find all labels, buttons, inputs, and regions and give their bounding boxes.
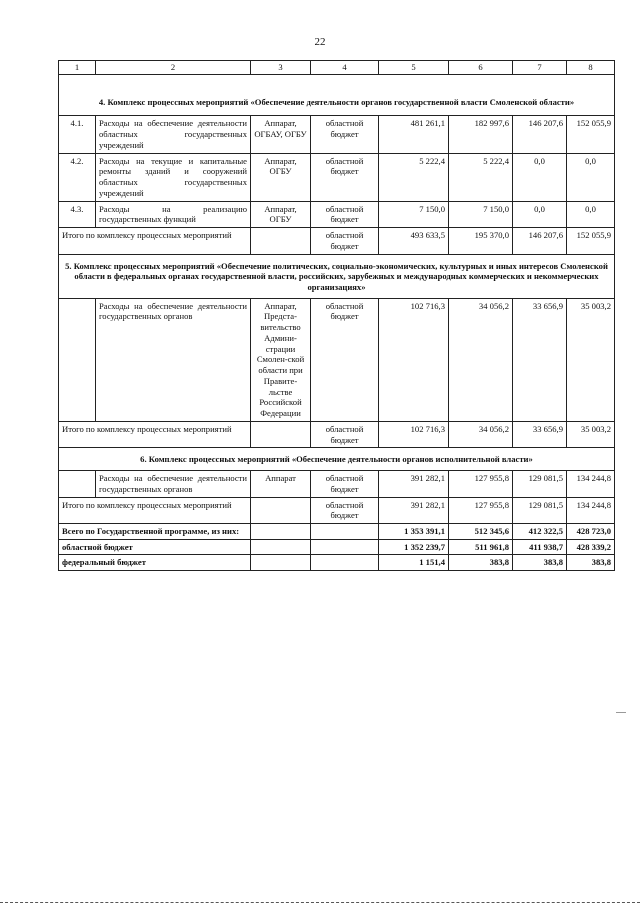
- empty-cell: [311, 523, 379, 539]
- column-number: 7: [513, 61, 567, 75]
- row-value-year1: 182 997,6: [449, 116, 513, 153]
- subtotal-value-year3: 134 244,8: [567, 497, 615, 523]
- page-number: 22: [314, 36, 326, 48]
- row-source: областной бюджет: [311, 153, 379, 201]
- row-value-total: 5 222,4: [379, 153, 449, 201]
- subtotal-source: областной бюджет: [311, 421, 379, 447]
- budget-table: [58, 60, 615, 571]
- row-name: Расходы на реализацию государственных функций: [96, 201, 251, 227]
- row-value-total: 102 716,3: [379, 298, 449, 421]
- row-value-year2: 146 207,6: [513, 116, 567, 153]
- federal-budget-row: [59, 555, 615, 571]
- empty-cell: [251, 539, 311, 555]
- subtotal-value-total: 493 633,5: [379, 228, 449, 254]
- table-row: [59, 116, 615, 153]
- empty-cell: [251, 523, 311, 539]
- federal-budget-value-year1: 383,8: [449, 555, 513, 571]
- row-value-total: 7 150,0: [379, 201, 449, 227]
- subtotal-label: Итого по комплексу процессных мероприятий: [59, 228, 251, 254]
- regional-budget-value-total: 1 352 239,7: [379, 539, 449, 555]
- row-name: Расходы на текущие и капитальные ремонты зданий и сооружений областных государственных учреждений: [96, 153, 251, 201]
- section-title: 4. Комплекс процессных мероприятий «Обеспечение деятельности органов государственной власти Смоленской области»: [59, 74, 615, 116]
- row-number: [59, 471, 96, 497]
- column-number: 5: [379, 61, 449, 75]
- empty-cell: [251, 555, 311, 571]
- row-name: Расходы на обеспечение деятельности государственных органов: [96, 298, 251, 421]
- row-source: областной бюджет: [311, 116, 379, 153]
- row-value-year3: 35 003,2: [567, 298, 615, 421]
- row-value-total: 481 261,1: [379, 116, 449, 153]
- subtotal-value-total: 102 716,3: [379, 421, 449, 447]
- row-source: областной бюджет: [311, 298, 379, 421]
- row-value-year3: 134 244,8: [567, 471, 615, 497]
- grand-total-value-year3: 428 723,0: [567, 523, 615, 539]
- empty-cell: [251, 497, 311, 523]
- row-value-year1: 7 150,0: [449, 201, 513, 227]
- subtotal-value-year1: 127 955,8: [449, 497, 513, 523]
- regional-budget-value-year2: 411 938,7: [513, 539, 567, 555]
- column-number: 8: [567, 61, 615, 75]
- subtotal-row: [59, 228, 615, 254]
- subtotal-value-year3: 35 003,2: [567, 421, 615, 447]
- subtotal-row: [59, 497, 615, 523]
- subtotal-value-year2: 129 081,5: [513, 497, 567, 523]
- row-value-year3: 0,0: [567, 153, 615, 201]
- scan-mark: [616, 712, 626, 713]
- column-number-row: [59, 61, 615, 75]
- section-title: 6. Комплекс процессных мероприятий «Обеспечение деятельности органов исполнительной власти»: [59, 448, 615, 471]
- row-number: [59, 298, 96, 421]
- row-value-total: 391 282,1: [379, 471, 449, 497]
- row-value-year3: 152 055,9: [567, 116, 615, 153]
- federal-budget-label: федеральный бюджет: [59, 555, 251, 571]
- grand-total-value-total: 1 353 391,1: [379, 523, 449, 539]
- column-number: 1: [59, 61, 96, 75]
- federal-budget-value-year2: 383,8: [513, 555, 567, 571]
- regional-budget-value-year1: 511 961,8: [449, 539, 513, 555]
- regional-budget-label: областной бюджет: [59, 539, 251, 555]
- column-number: 3: [251, 61, 311, 75]
- subtotal-label: Итого по комплексу процессных мероприятий: [59, 421, 251, 447]
- table-row: [59, 471, 615, 497]
- row-executor: Аппарат, ОГБУ: [251, 153, 311, 201]
- grand-total-row: [59, 523, 615, 539]
- row-number: 4.2.: [59, 153, 96, 201]
- column-number: 4: [311, 61, 379, 75]
- row-value-year3: 0,0: [567, 201, 615, 227]
- scan-edge: [0, 898, 640, 903]
- grand-total-value-year1: 512 345,6: [449, 523, 513, 539]
- row-value-year2: 0,0: [513, 153, 567, 201]
- row-executor: Аппарат, ОГБУ: [251, 201, 311, 227]
- column-number: 6: [449, 61, 513, 75]
- subtotal-value-year1: 195 370,0: [449, 228, 513, 254]
- row-name: Расходы на обеспечение деятельности государственных органов: [96, 471, 251, 497]
- row-value-year2: 0,0: [513, 201, 567, 227]
- row-executor: Аппарат, ОГБАУ, ОГБУ: [251, 116, 311, 153]
- empty-cell: [311, 539, 379, 555]
- subtotal-source: областной бюджет: [311, 497, 379, 523]
- grand-total-value-year2: 412 322,5: [513, 523, 567, 539]
- row-value-year1: 5 222,4: [449, 153, 513, 201]
- section-heading: [59, 254, 615, 298]
- row-name: Расходы на обеспечение деятельности областных государственных учреждений: [96, 116, 251, 153]
- subtotal-value-year2: 146 207,6: [513, 228, 567, 254]
- regional-budget-row: [59, 539, 615, 555]
- federal-budget-value-year3: 383,8: [567, 555, 615, 571]
- section-title: 5. Комплекс процессных мероприятий «Обеспечение политических, социально-экономических, культурных и иных интересов Смоленской области в федеральных органах государственной власти, российских, зарубежных и международных коммерческих и некоммерческих организациях»: [59, 254, 615, 298]
- row-number: 4.1.: [59, 116, 96, 153]
- table-row: [59, 201, 615, 227]
- table-row: [59, 153, 615, 201]
- subtotal-value-year1: 34 056,2: [449, 421, 513, 447]
- regional-budget-value-year3: 428 339,2: [567, 539, 615, 555]
- subtotal-value-year2: 33 656,9: [513, 421, 567, 447]
- section-heading: [59, 74, 615, 116]
- row-value-year1: 34 056,2: [449, 298, 513, 421]
- row-value-year1: 127 955,8: [449, 471, 513, 497]
- row-executor: Аппарат, Предста-вительство Админи-страции Смолен-ской области при Правите-льстве Российской Федерации: [251, 298, 311, 421]
- row-source: областной бюджет: [311, 201, 379, 227]
- table-row: [59, 298, 615, 421]
- section-heading: [59, 448, 615, 471]
- row-value-year2: 129 081,5: [513, 471, 567, 497]
- subtotal-source: областной бюджет: [311, 228, 379, 254]
- empty-cell: [311, 555, 379, 571]
- subtotal-row: [59, 421, 615, 447]
- subtotal-value-year3: 152 055,9: [567, 228, 615, 254]
- empty-cell: [251, 228, 311, 254]
- row-number: 4.3.: [59, 201, 96, 227]
- row-source: областной бюджет: [311, 471, 379, 497]
- column-number: 2: [96, 61, 251, 75]
- row-value-year2: 33 656,9: [513, 298, 567, 421]
- empty-cell: [251, 421, 311, 447]
- subtotal-label: Итого по комплексу процессных мероприятий: [59, 497, 251, 523]
- federal-budget-value-total: 1 151,4: [379, 555, 449, 571]
- grand-total-label: Всего по Государственной программе, из них:: [59, 523, 251, 539]
- subtotal-value-total: 391 282,1: [379, 497, 449, 523]
- row-executor: Аппарат: [251, 471, 311, 497]
